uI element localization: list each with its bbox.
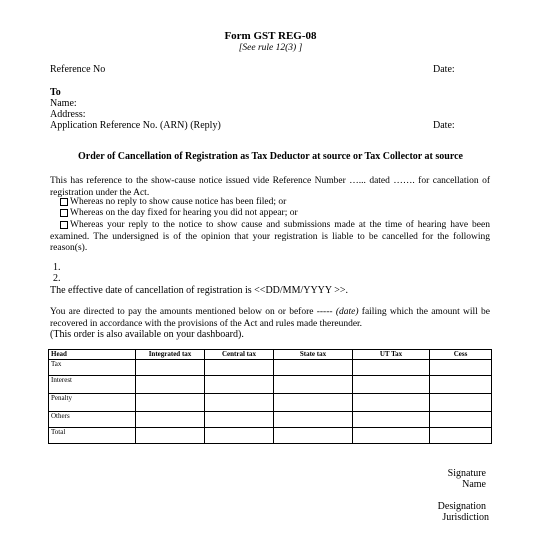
table-cell[interactable]: [353, 360, 430, 376]
address-label: Address:: [50, 109, 86, 120]
option-no-appearance: [60, 208, 490, 220]
row-label: Penalty: [49, 394, 136, 412]
table-cell[interactable]: [274, 376, 353, 394]
table-cell[interactable]: [136, 360, 205, 376]
row-label: Others: [49, 412, 136, 428]
designation-label: Designation: [437, 501, 486, 512]
row-label: Interest: [49, 376, 136, 394]
table-row: [49, 394, 492, 412]
col-central-tax: Central tax: [205, 350, 274, 360]
table-cell[interactable]: [274, 394, 353, 412]
option-no-appearance-text: Whereas on the day fixed for hearing you did not appear; or: [70, 208, 298, 218]
signatory-name-label: Name: [462, 479, 486, 490]
table-cell[interactable]: [205, 394, 274, 412]
option-reply-examined: [50, 220, 490, 255]
table-cell[interactable]: [353, 376, 430, 394]
col-integrated-tax: Integrated tax: [136, 350, 205, 360]
signature-label: Signature: [447, 468, 486, 479]
table-cell[interactable]: [274, 360, 353, 376]
reason-1: 1.: [53, 262, 61, 273]
table-cell[interactable]: [430, 428, 492, 444]
name-label: Name:: [50, 98, 77, 109]
rule-reference: [See rule 12(3) ]: [238, 43, 303, 53]
arn-label: Application Reference No. (ARN) (Reply): [50, 120, 221, 131]
checkbox-reply-examined[interactable]: [60, 221, 68, 229]
amount-table: [48, 349, 492, 444]
col-head: Head: [49, 350, 136, 360]
table-cell[interactable]: [136, 376, 205, 394]
payment-text-b: failing which the amount will be recovered in accordance with the provisions of the Act and rules made thereunder.: [50, 307, 490, 329]
order-heading: Order of Cancellation of Registration as Tax Deductor at source or Tax Collector at source: [78, 151, 463, 162]
option-no-reply-text: Whereas no reply to show cause notice has been filed; or: [70, 197, 287, 207]
table-cell[interactable]: [205, 412, 274, 428]
table-header-row: [49, 350, 492, 360]
table-cell[interactable]: [136, 394, 205, 412]
table-cell[interactable]: [430, 360, 492, 376]
option-no-reply: [60, 197, 490, 209]
table-cell[interactable]: [205, 428, 274, 444]
table-row: [49, 412, 492, 428]
col-ut-tax: UT Tax: [353, 350, 430, 360]
row-label: Total: [49, 428, 136, 444]
table-row: [49, 360, 492, 376]
table-cell[interactable]: [274, 428, 353, 444]
table-cell[interactable]: [353, 428, 430, 444]
table-cell[interactable]: [205, 360, 274, 376]
table-cell[interactable]: [274, 412, 353, 428]
table-cell[interactable]: [136, 428, 205, 444]
checkbox-no-appearance[interactable]: [60, 209, 68, 217]
table-cell[interactable]: [136, 412, 205, 428]
payment-date: (date): [335, 307, 359, 317]
date-label-2: Date:: [433, 120, 455, 131]
table-cell[interactable]: [353, 412, 430, 428]
dashboard-note: (This order is also available on your dashboard).: [50, 329, 244, 340]
payment-text-a: You are directed to pay the amounts mentioned below on or before -----: [50, 307, 336, 317]
date-label-1: Date:: [433, 64, 455, 75]
table-cell[interactable]: [430, 394, 492, 412]
table-cell[interactable]: [205, 376, 274, 394]
table-cell[interactable]: [430, 376, 492, 394]
row-label: Tax: [49, 360, 136, 376]
form-title: Form GST REG-08: [224, 30, 317, 42]
table-row: [49, 376, 492, 394]
reference-no-label: Reference No: [50, 64, 106, 75]
reason-2: 2.: [53, 273, 61, 284]
jurisdiction-label: Jurisdiction: [442, 512, 489, 523]
col-cess: Cess: [430, 350, 492, 360]
table-cell[interactable]: [430, 412, 492, 428]
to-label: To: [50, 87, 61, 98]
payment-paragraph: [50, 307, 490, 330]
effective-date-text: The effective date of cancellation of registration is <<DD/MM/YYYY >>.: [50, 285, 349, 296]
reference-paragraph: This has reference to the show-cause notice issued vide Reference Number …... dated ……. for cancellation of registration under the Act.: [50, 176, 490, 198]
col-state-tax: State tax: [274, 350, 353, 360]
checkbox-no-reply[interactable]: [60, 198, 68, 206]
table-cell[interactable]: [353, 394, 430, 412]
table-row: [49, 428, 492, 444]
option-reply-examined-text: Whereas your reply to the notice to show cause and submissions made at the time of hearing have been examined. The undersigned is of the opinion that your registration is liable to be cancelled for the following reason(s).: [50, 220, 490, 253]
